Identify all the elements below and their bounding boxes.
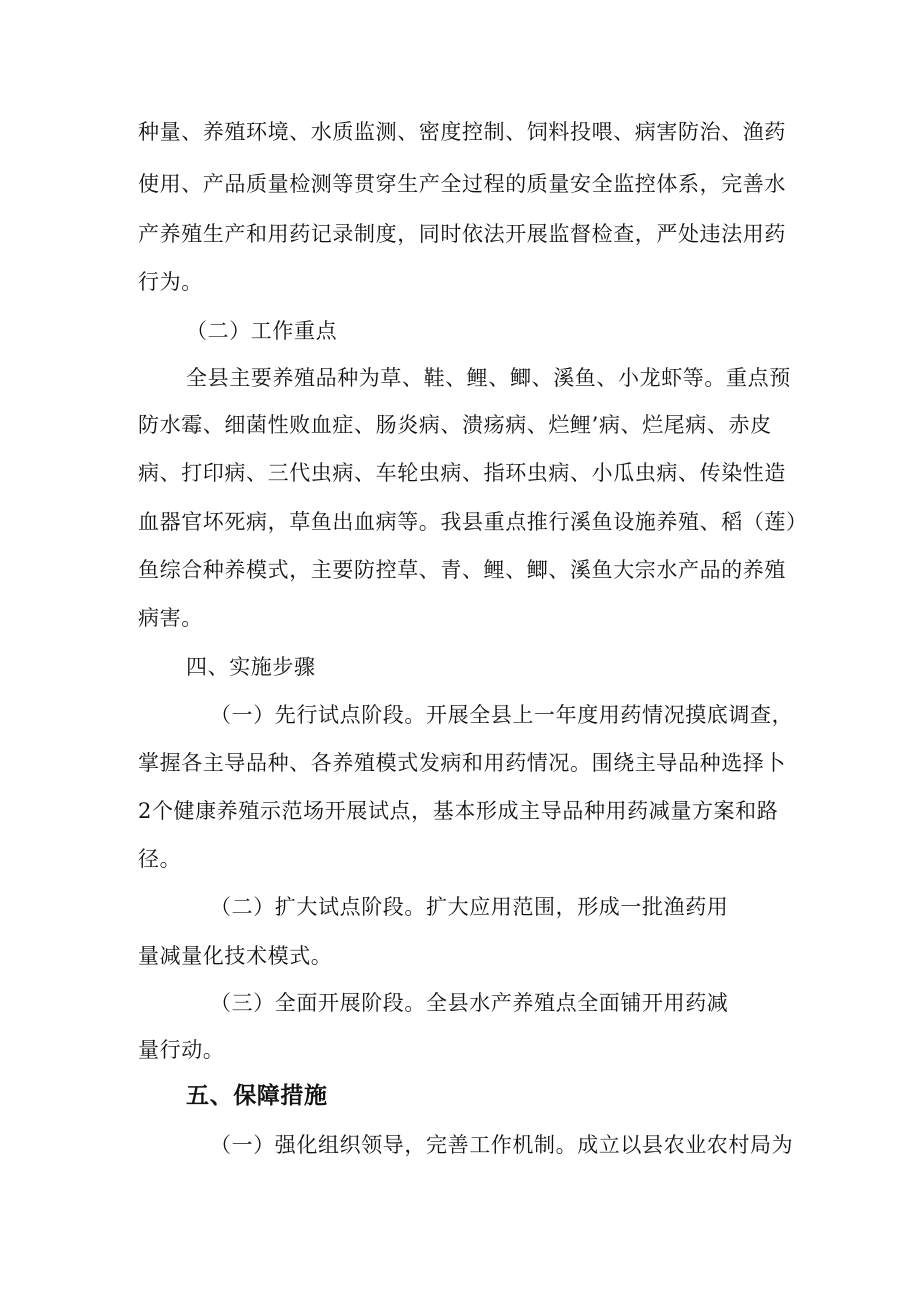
body-line: （二）扩大试点阶段。扩大应用范围，形成一批渔药用: [210, 895, 729, 919]
body-line: 病害。: [138, 606, 203, 630]
subsection-title: （二）工作重点: [186, 319, 338, 343]
body-line: （三）全面开展阶段。全县水产养殖点全面铺开用药减: [210, 991, 729, 1015]
body-line: 病、打印病、三代虫病、车轮虫病、指环虫病、小瓜虫病、传染性造: [138, 461, 786, 485]
body-line: 鱼综合种养模式，主要防控草、青、鲤、鲫、溪鱼大宗水产品的养殖: [138, 558, 786, 582]
body-line: 血器官坏死病，草鱼出血病等。我县重点推行溪鱼设施养殖、稻（莲）: [138, 510, 808, 534]
body-line: 种量、养殖环境、水质监测、密度控制、饲料投喂、病害防治、渔药: [138, 120, 786, 144]
body-line: 量减量化技术模式。: [138, 944, 333, 968]
section-heading: 五、保障措施: [186, 1083, 328, 1109]
body-line: 产养殖生产和用药记录制度，同时依法开展监督检查，严处违法用药: [138, 222, 786, 246]
body-line: 全县主要养殖品种为草、鞋、鲤、鲫、溪鱼、小龙虾等。重点预: [186, 366, 791, 390]
body-line: 防水霉、细菌性败血症、肠炎病、溃疡病、烂鲤’病、烂尾病、赤皮: [138, 413, 772, 437]
section-title: 四、实施步骤: [186, 655, 316, 679]
body-line: 量行动。: [138, 1038, 225, 1062]
body-line: 掌握各主导品种、各养殖模式发病和用药情况。围绕主导品种选择卜: [138, 751, 786, 775]
body-line: （一）先行试点阶段。开展全县上一年度用药情况摸底调查，: [210, 703, 794, 727]
body-line: 使用、产品质量检测等贯穿生产全过程的质量安全监控体系，完善水: [138, 172, 786, 196]
body-line: 径。: [138, 847, 182, 871]
body-line: （一）强化组织领导，完善工作机制。成立以县农业农村局为: [210, 1133, 794, 1157]
body-line: 2个健康养殖示范场开展试点，基本形成主导品种用药减量方案和路: [138, 799, 779, 823]
body-line: 行为。: [138, 270, 203, 294]
